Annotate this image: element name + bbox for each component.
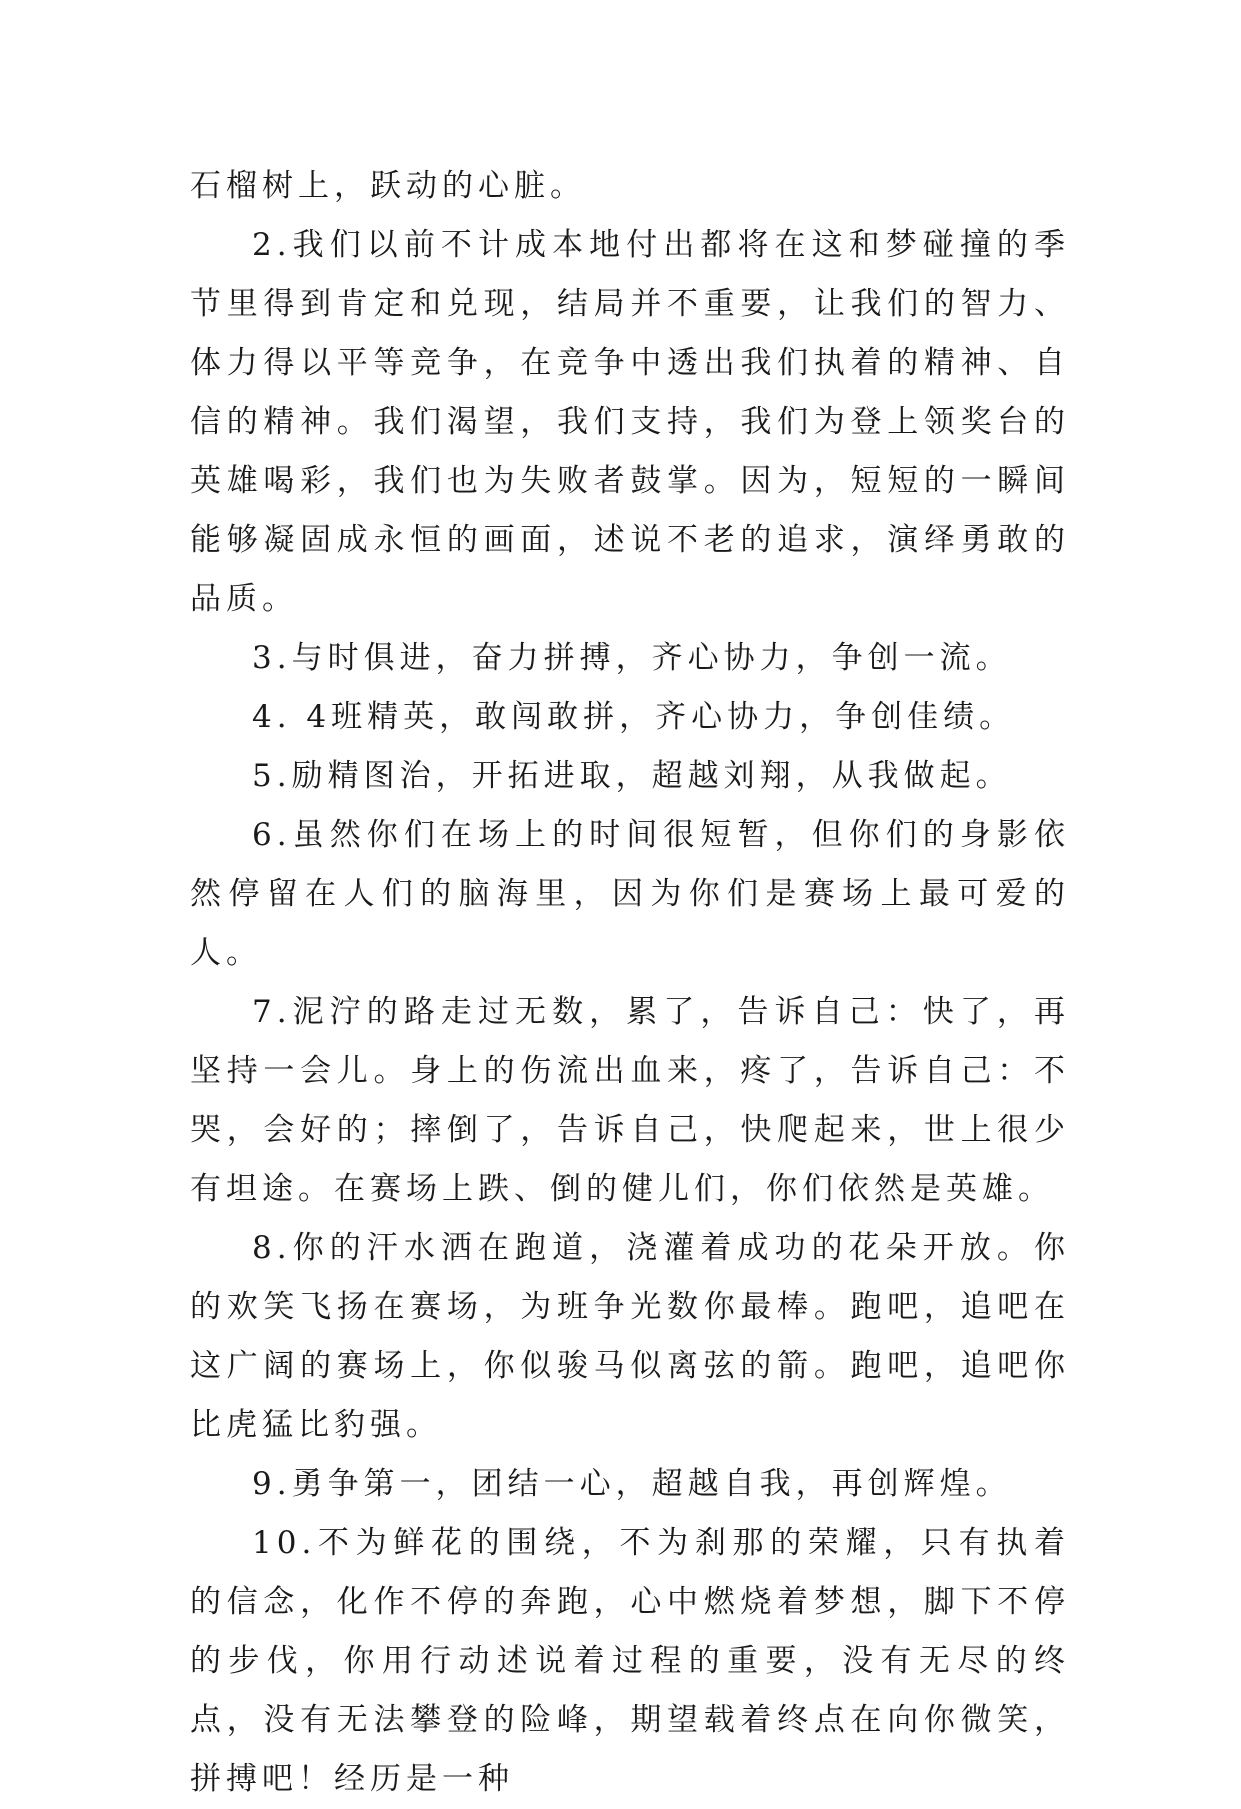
paragraph-6: 6.虽然你们在场上的时间很短暂，但你们的身影依然停留在人们的脑海里，因为你们是赛场上最可爱的人。 <box>190 817 1070 971</box>
paragraph-5: 5.励精图治，开拓进取，超越刘翔，从我做起。 <box>252 758 1012 794</box>
paragraph-4: 4. 4班精英，敢闯敢拼，齐心协力，争创佳绩。 <box>252 699 1016 735</box>
paragraph-9: 9.勇争第一，团结一心，超越自我，再创辉煌。 <box>252 1466 1012 1502</box>
paragraph-8: 8.你的汗水洒在跑道，浇灌着成功的花朵开放。你的欢笑飞扬在赛场，为班争光数你最棒。跑吧，追吧在这广阔的赛场上，你似骏马似离弦的箭。跑吧，追吧你比虎猛比豹强。 <box>190 1230 1070 1443</box>
paragraph-7: 7.泥泞的路走过无数，累了，告诉自己：快了，再坚持一会儿。身上的伤流出血来，疼了，告诉自己：不哭，会好的；摔倒了，告诉自己，快爬起来，世上很少有坦途。在赛场上跌、倒的健儿们，你们依然是英雄。 <box>190 994 1070 1207</box>
paragraph-10: 10.不为鲜花的围绕，不为刹那的荣耀，只有执着的信念，化作不停的奔跑，心中燃烧着梦想，脚下不停的步伐，你用行动述说着过程的重要，没有无尽的终点，没有无法攀登的险峰，期望载着终点在向你微笑，拼搏吧！经历是一种 <box>190 1525 1070 1797</box>
paragraph-2: 2.我们以前不计成本地付出都将在这和梦碰撞的季节里得到肯定和兑现，结局并不重要，让我们的智力、体力得以平等竞争，在竞争中透出我们执着的精神、自信的精神。我们渴望，我们支持，我们为登上领奖台的英雄喝彩，我们也为失败者鼓掌。因为，短短的一瞬间能够凝固成永恒的画面，述说不老的追求，演绎勇敢的品质。 <box>190 227 1070 617</box>
paragraph-3: 3.与时俱进，奋力拼搏，齐心协力，争创一流。 <box>252 640 1012 676</box>
paragraph-1: 石榴树上，跃动的心脏。 <box>190 168 586 204</box>
document-body <box>190 157 1070 1809</box>
